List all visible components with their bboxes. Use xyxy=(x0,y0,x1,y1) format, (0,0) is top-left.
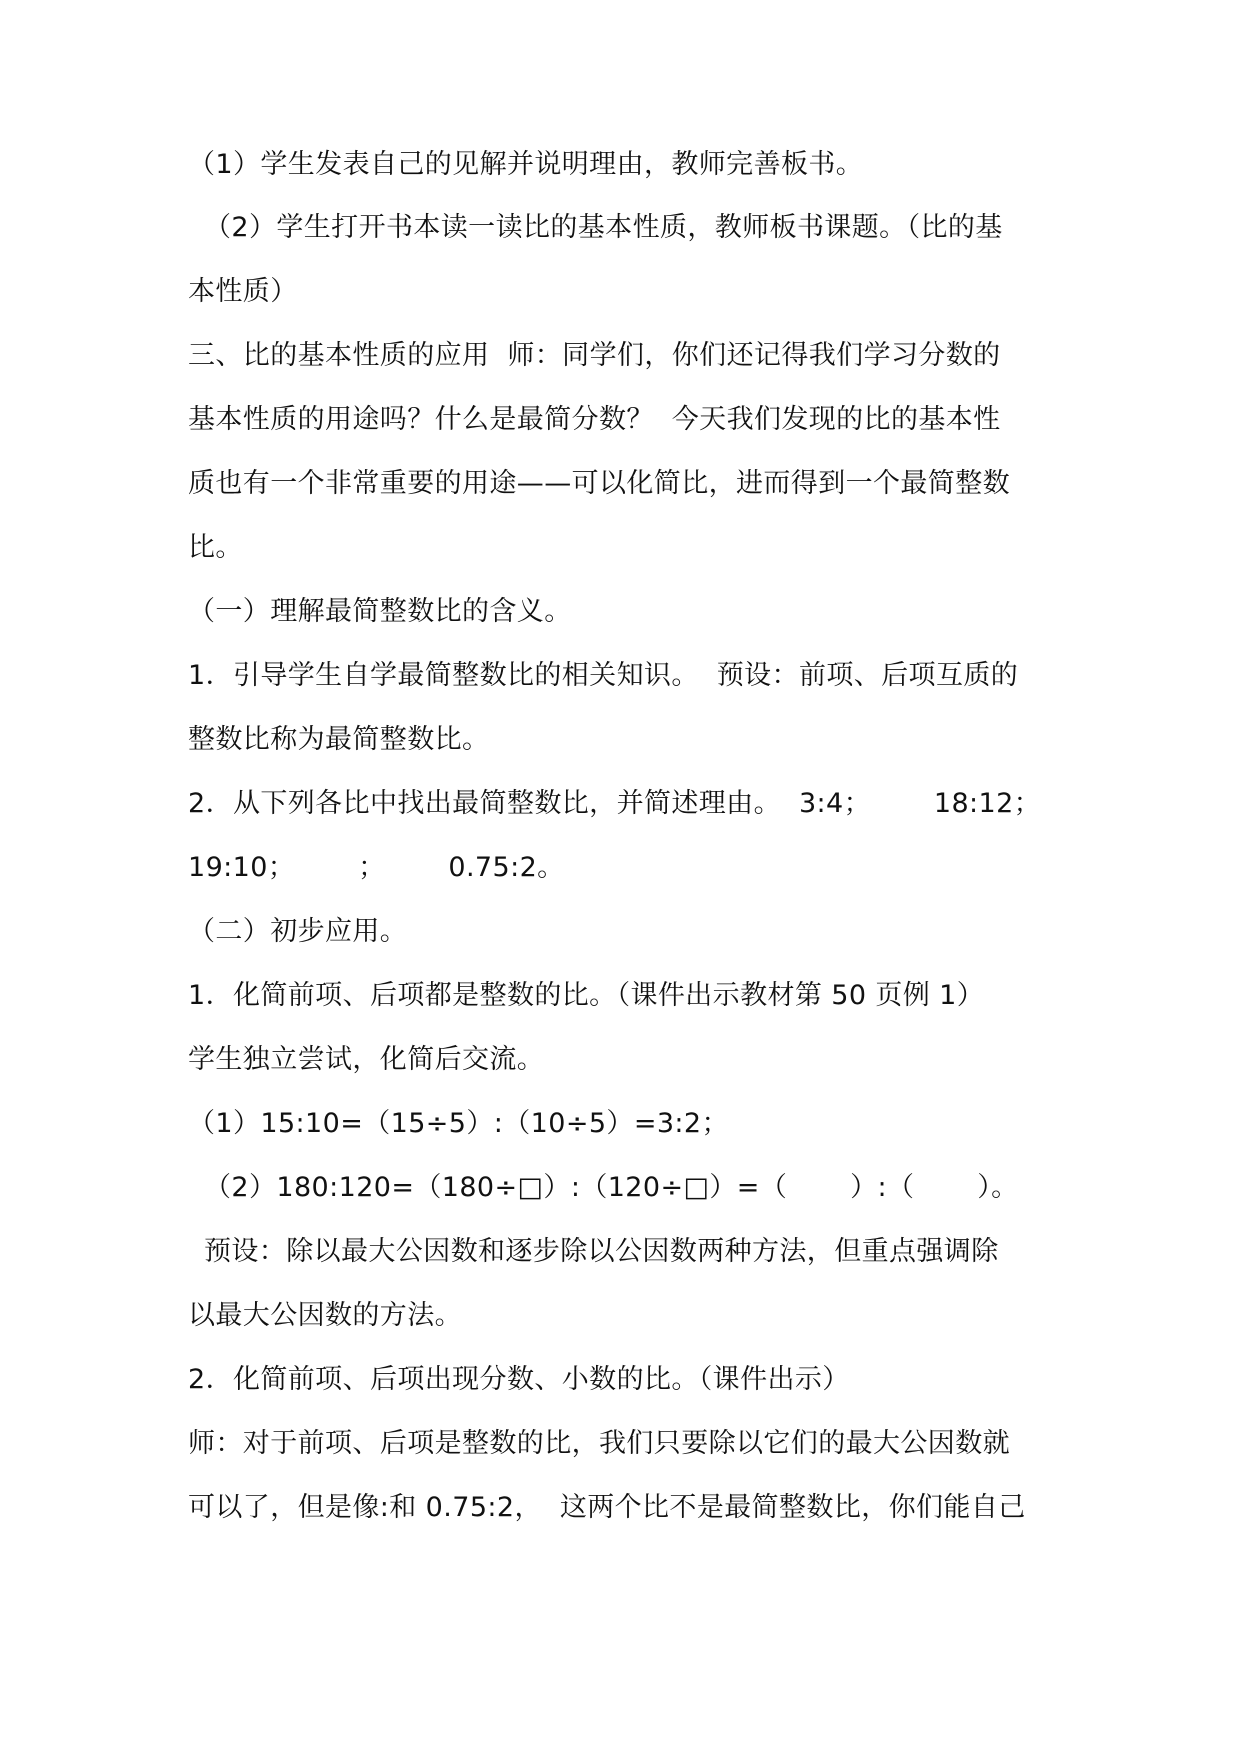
text-line: 师：对于前项、后项是整数的比，我们只要除以它们的最大公因数就 xyxy=(188,1428,1010,1459)
text-line: 19:10； ； 0.75:2。 xyxy=(188,852,565,883)
text-line: （1）15:10=（15÷5）:（10÷5）=3:2； xyxy=(188,1108,729,1139)
text-line: 基本性质的用途吗？什么是最简分数？ 今天我们发现的比的基本性 xyxy=(188,404,1001,435)
text-line: 本性质） xyxy=(188,276,298,307)
text-line: 可以了，但是像:和 0.75:2， 这两个比不是最简整数比，你们能自己 xyxy=(188,1492,1026,1523)
text-line: （2）学生打开书本读一读比的基本性质，教师板书课题。（比的基 xyxy=(204,212,1003,243)
text-line: 以最大公因数的方法。 xyxy=(188,1300,462,1331)
text-line: （1）学生发表自己的见解并说明理由，教师完善板书。 xyxy=(188,149,864,180)
text-line: 整数比称为最简整数比。 xyxy=(188,724,490,755)
section-heading: （二）初步应用。 xyxy=(188,916,408,947)
section-heading: （一）理解最简整数比的含义。 xyxy=(188,596,572,627)
text-line: （2）180:120=（180÷□）:（120÷□）=（ ）:（ ）。 xyxy=(204,1172,1019,1203)
text-line: 1．化简前项、后项都是整数的比。（课件出示教材第 50 页例 1） xyxy=(188,980,985,1011)
text-line: 比。 xyxy=(188,532,243,563)
text-line: 学生独立尝试，化简后交流。 xyxy=(188,1044,545,1075)
text-line: 预设：除以最大公因数和逐步除以公因数两种方法，但重点强调除 xyxy=(204,1236,999,1267)
text-line: 三、比的基本性质的应用 师：同学们，你们还记得我们学习分数的 xyxy=(188,340,1001,371)
text-line: 2．化简前项、后项出现分数、小数的比。（课件出示） xyxy=(188,1364,850,1395)
text-line: 2．从下列各比中找出最简整数比，并简述理由。 3:4； 18:12； xyxy=(188,788,1042,819)
text-line: 质也有一个非常重要的用途——可以化简比，进而得到一个最简整数 xyxy=(188,468,1010,499)
text-line: 1．引导学生自学最简整数比的相关知识。 预设：前项、后项互质的 xyxy=(188,660,1019,691)
